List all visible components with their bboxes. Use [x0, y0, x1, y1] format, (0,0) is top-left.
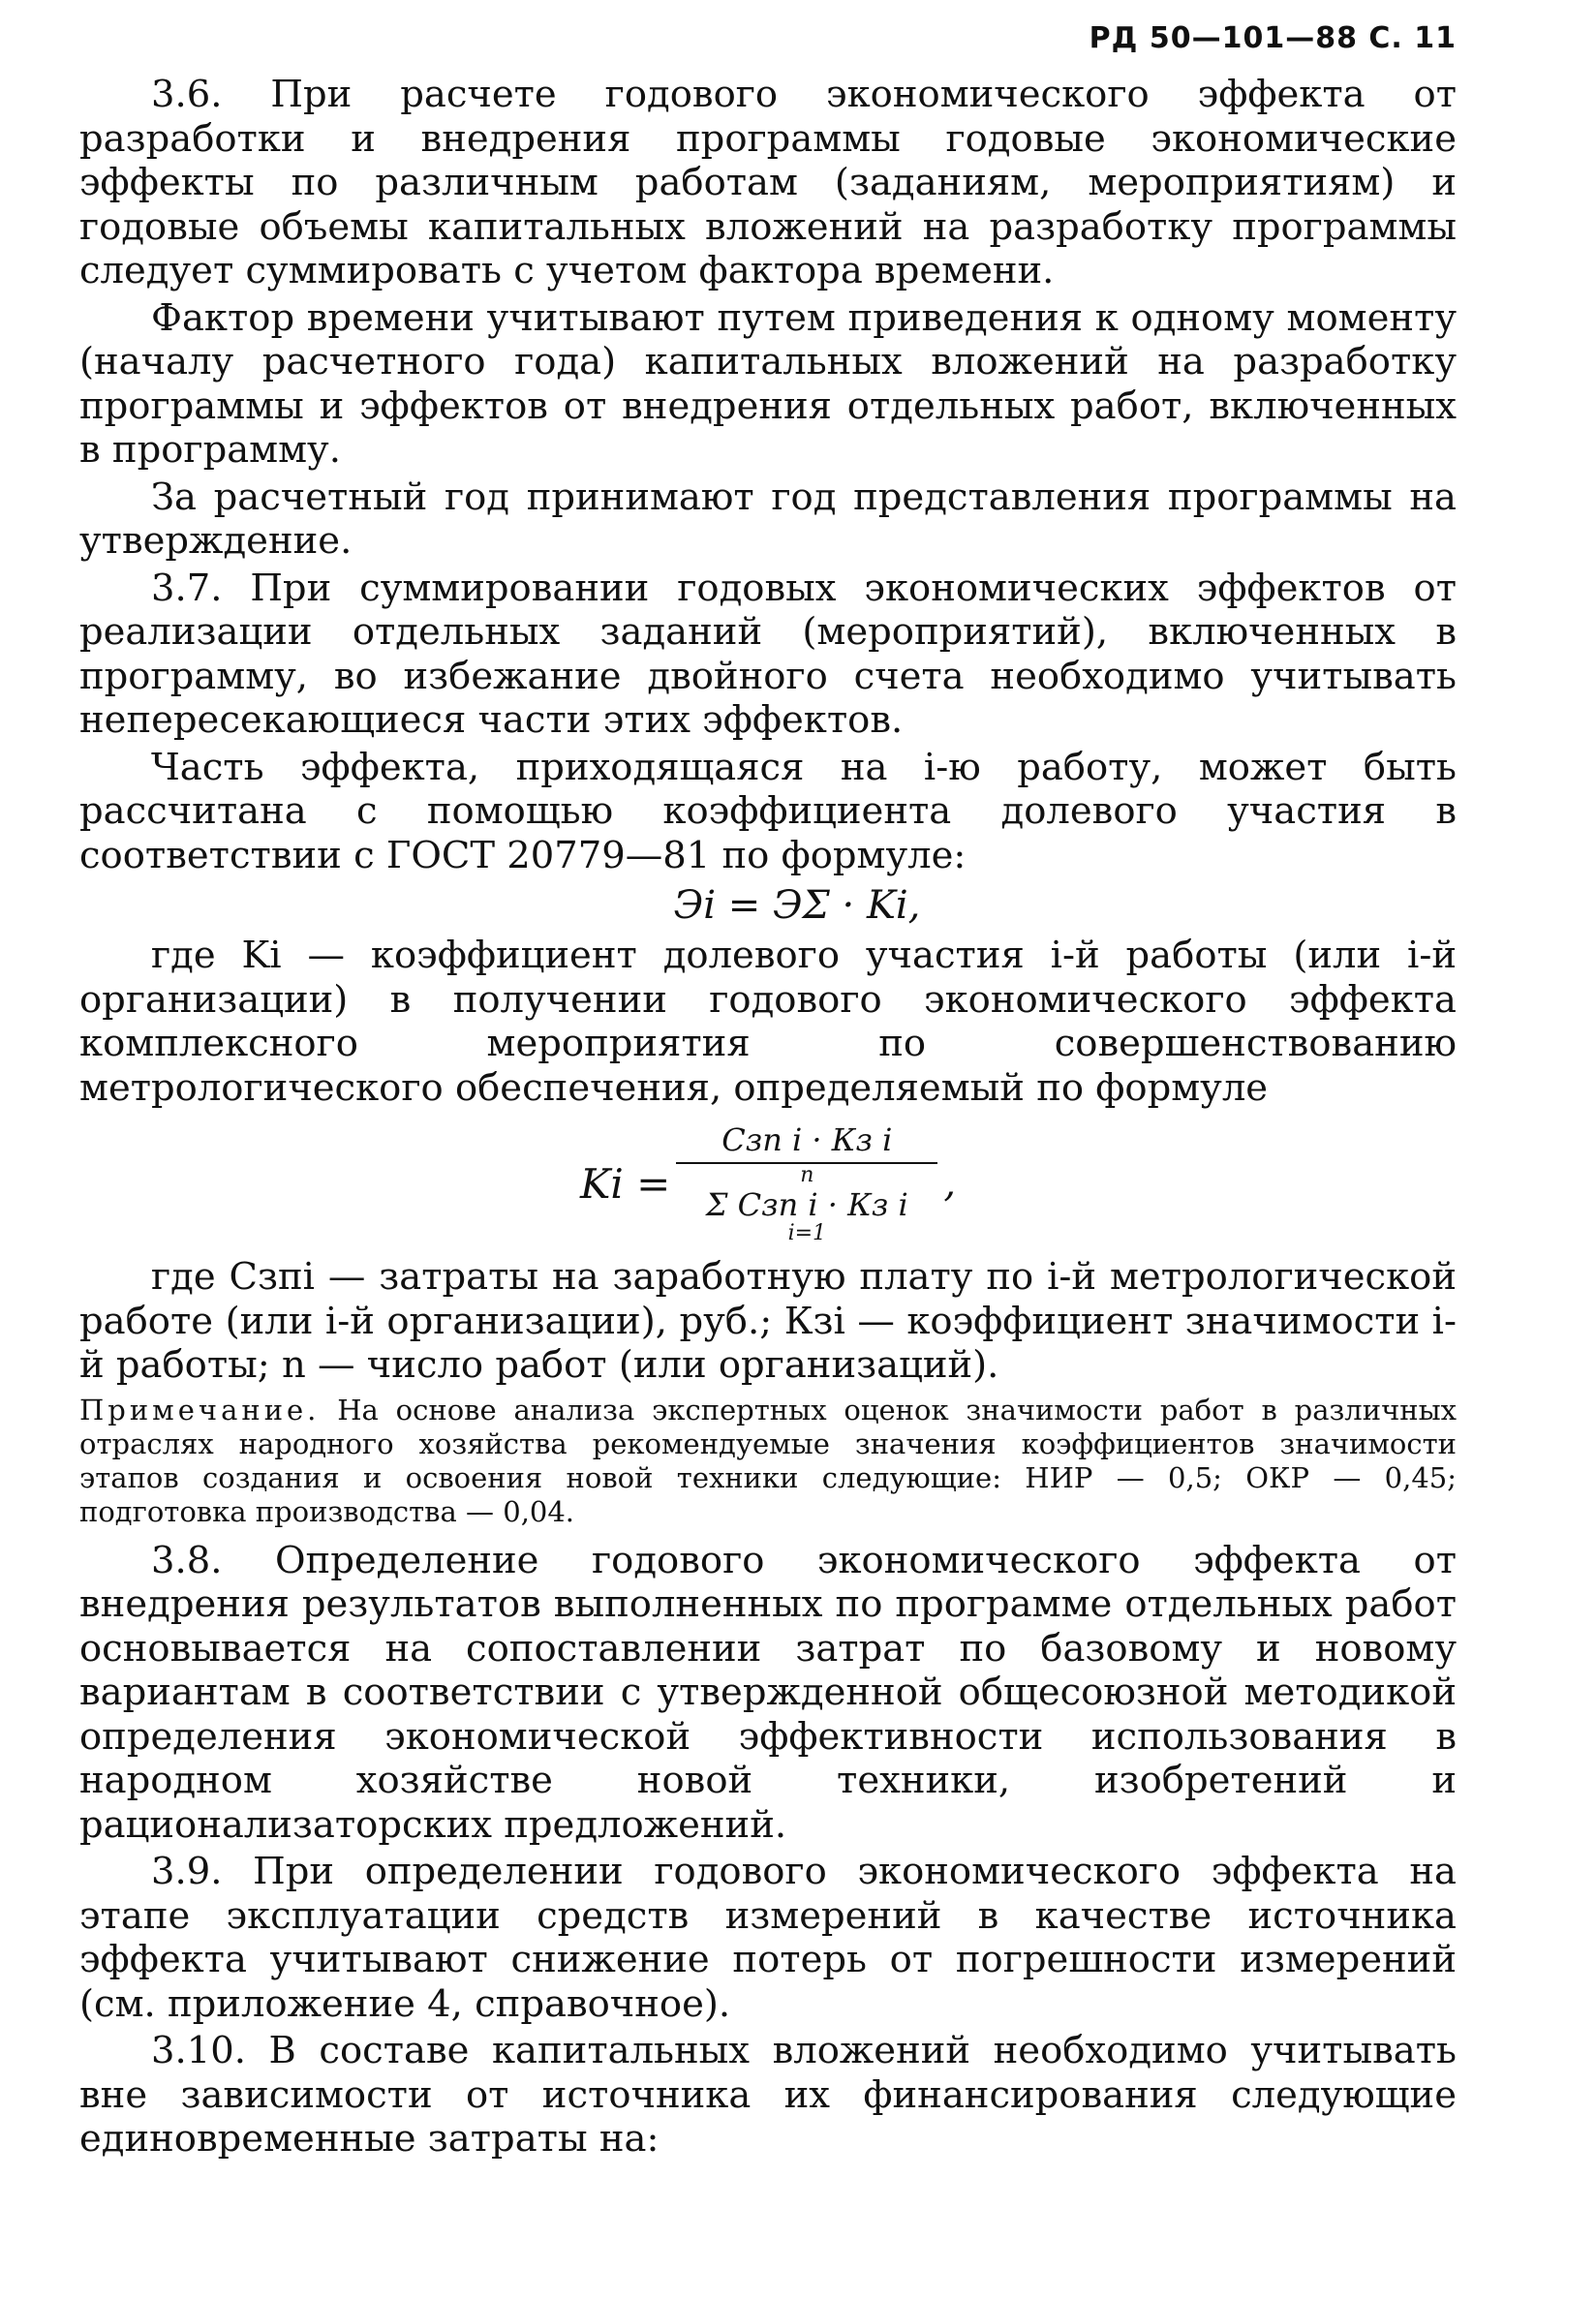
formula-ki-numerator: Сзп i · Кз i: [721, 1121, 893, 1158]
document-page: [79, 21, 1457, 2164]
paragraph-variables: где Сзпi — затраты на заработную плату по i-й метрологической работе (или i-й организации), руб.; Кзi — коэффициент значимости i-й работы; n — число работ (или организаций).: [79, 1255, 1457, 1387]
formula-effect: Эi = ЭΣ · Ki,: [673, 883, 921, 928]
formula-ki-comma: ,: [943, 1161, 957, 1206]
paragraph-ki-definition: где Ki — коэффициент долевого участия i-й работы (или i-й организации) в получении годового экономического эффекта комплексного мероприятия по совершенствованию метрологического обеспечения, определяемый по формуле: [79, 934, 1457, 1110]
note-label: Примечание.: [79, 1393, 321, 1426]
paragraph-effect-share: Часть эффекта, приходящаяся на i-ю работу, может быть рассчитана с помощью коэффициента долевого участия в соответствии с ГОСТ 20779—81 по формуле:: [79, 745, 1457, 877]
paragraph-3-7: 3.7. При суммировании годовых экономических эффектов от реализации отдельных заданий (мероприятий), включенных в программу, во избежание двойного счета необходимо учитывать непересекающиеся части этих эффектов.: [79, 566, 1457, 742]
note-text: На основе анализа экспертных оценок значимости работ в различных отраслях народного хозяйства рекомендуемые значения коэффициентов значимости этапов создания и освоения новой техники следующие: НИР — 0,5; ОКР — 0,45; подготовка производства — 0,04.: [79, 1393, 1458, 1528]
sum-sign: Σ: [705, 1186, 728, 1223]
paragraph-3-10: 3.10. В составе капитальных вложений необходимо учитывать вне зависимости от источника их финансирования следующие единовременные затраты на:: [79, 2029, 1457, 2161]
note-block: [79, 1394, 1457, 1529]
formula-ki-denominator: [706, 1187, 908, 1222]
paragraph-calc-year: За расчетный год принимают год представления программы на утверждение.: [79, 475, 1457, 563]
paragraph-3-6: 3.6. При расчете годового экономического эффекта от разработки и внедрения программы годовые экономические эффекты по различным работам (заданиям, мероприятиям) и годовые объемы капитальных вложений на разработку программы следует суммировать с учетом фактора времени.: [79, 73, 1457, 292]
sum-upper-limit: n: [800, 1163, 814, 1187]
sum-lower-limit: i=1: [787, 1221, 827, 1245]
page-header: РД 50—101—88 С. 11: [1089, 21, 1457, 55]
denominator-expression: Сзп i · Кз i: [737, 1186, 908, 1223]
formula-ki-lhs: Ki =: [579, 1159, 671, 1208]
formula-ki: [79, 1121, 1457, 1245]
paragraph-3-8: 3.8. Определение годового экономического эффекта от внедрения результатов выполненных по программе отдельных работ основывается на сопоставлении затрат по базовому и новому вариантам в соответствии с утвержденной общесоюзной методикой определения экономической эффективности использования в народном хозяйстве новой техники, изобретений и рационализаторских предложений.: [79, 1538, 1457, 1847]
paragraph-3-9: 3.9. При определении годового экономического эффекта на этапе эксплуатации средств измерений в качестве источника эффекта учитывают снижение потерь от погрешности измерений (см. приложение 4, справочное).: [79, 1850, 1457, 2026]
paragraph-time-factor: Фактор времени учитывают путем приведения к одному моменту (началу расчетного года) капитальных вложений на разработку программы и эффектов от внедрения отдельных работ, включенных в программу.: [79, 295, 1457, 472]
formula-ki-fraction: [676, 1121, 937, 1245]
